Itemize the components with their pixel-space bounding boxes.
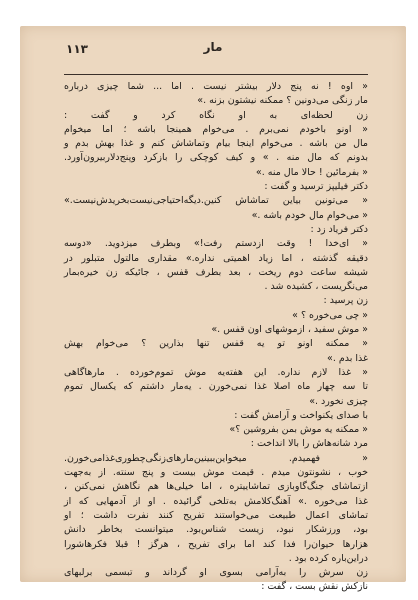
text-line: دقیقه گذشته ، اما زیاد اهمیتی نداره.» مقداری مالتول متبلور در — [64, 252, 368, 264]
text-line: زن لحظه‌ای به او نگاه کرد و گفت : — [64, 109, 368, 121]
text-line: مار زنگی می‌دونین ؟ ممکنه نیشتون بزنه .» — [197, 95, 368, 107]
text-line: « موش سفید ، ازموشهای اون قفس .» — [211, 324, 368, 336]
text-line: شیشه ساعت دوم ریخت ، بعد بطرف قفس ، جائیکه زن خیره‌بمار — [64, 266, 368, 278]
text-line: تا سه چهار ماه اصلا غذا نمی‌خورن . یه‌مار داشتم که یکسال تموم — [64, 381, 368, 393]
text-line: « می‌تونین بیاین تماشاش کنین.دیگه‌احتیاجی‌نیست‌بخریدش‌نیست.» — [64, 195, 368, 207]
text-line: « چی می‌خوره ؟ » — [292, 309, 368, 321]
text-line: خوب ، نشونتون میدم . قیمت موش بیست و پنج سنته. از به‌جهت — [64, 467, 368, 479]
text-line: دکتر فیلیپز ترسید و گفت : — [264, 181, 368, 193]
text-line: نازکش نقش بست ، گفت : — [261, 581, 368, 593]
text-line: هزارها حیوان‌را فدا کند اما برای تفریح ، هرگز ! قبلا فکرهاشورا — [64, 538, 368, 550]
text-line: « اوه ! نه پنج دلار بیشتر نیست . اما ... شما چیزی درباره — [64, 81, 368, 92]
text-line: چیزی نخورد .» — [309, 395, 368, 407]
text-line: « ای‌خدا ! وقت ازدستم رفت!» وبطرف میزدوید. «دوسه — [64, 238, 368, 250]
text-line: « می‌خوام مال خودم باشه .» — [251, 209, 368, 221]
text-line: با صدای یکنواخت و آرامش گفت : — [234, 409, 368, 421]
book-page — [20, 26, 406, 593]
text-line: تماشای اعمال طبیعت می‌خواستند تفریح کنند نفرت داشت ؛ او — [64, 509, 368, 521]
text-line: دراین‌باره کرده بود . — [288, 552, 368, 564]
text-line: « ممکنه یه موش بمن بفروشین ؟» — [229, 424, 368, 436]
header-rule — [64, 74, 368, 75]
text-line: مرد شانه‌هاش را بالا انداخت : — [250, 438, 368, 450]
text-line: ازتماشای جنگ‌گاوبازی تماشاییتره ، اما خیلی‌ها هم نگاهش نمی‌کنن ، — [64, 481, 368, 493]
text-line: « ممکنه اونو تو یه قفس تنها بذارین ؟ می‌خوام بهش — [64, 338, 368, 350]
text-line: زن پرسید : — [323, 295, 368, 307]
text-line: دکتر فریاد زد : — [310, 223, 368, 235]
text-line: غذا بدم .» — [327, 352, 368, 364]
body-text — [64, 80, 368, 593]
text-line: بدونم که مال منه . » و کیف کوچکی را بازکرد وپنج‌دلاربیرون‌آورد. — [64, 152, 368, 164]
text-line: می‌نگریست ، کشیده شد . — [264, 281, 368, 293]
text-line: مال من باشه . می‌خوام اینجا بیام وتماشاش کنم و غذا بهش بدم و — [64, 138, 368, 150]
running-title: مار — [203, 40, 223, 54]
text-line: « فهمیدم. میخواین‌ببینین‌مارهای‌زنگی‌چطوری‌غذامی‌خورن. — [64, 452, 368, 464]
text-line: « اونو باخودم نمی‌برم . می‌خوام همینجا باشه ؛ اما میخوام — [64, 123, 368, 135]
text-line: « بفرمائین ! حالا مال منه .» — [255, 166, 368, 178]
text-line: زن سرش را به‌آرامی بسوی او گرداند و تبسمی برلبهای — [64, 567, 368, 579]
page-number: ۱۱۳ — [66, 42, 88, 56]
text-line: « غذا لازم نداره. این هفته‌یه موش تموم‌خورده . مارهاگاهی — [64, 366, 368, 378]
text-line: بود، ورزشکار نبود، زیست شناس‌بود. میتوانست بخاطر دانش — [64, 524, 368, 536]
page-header — [20, 38, 406, 58]
text-line: غذا می‌خوره .» آهنگ‌کلامش به‌تلخی گرائیده . او از آدمهایی که از — [64, 495, 368, 507]
